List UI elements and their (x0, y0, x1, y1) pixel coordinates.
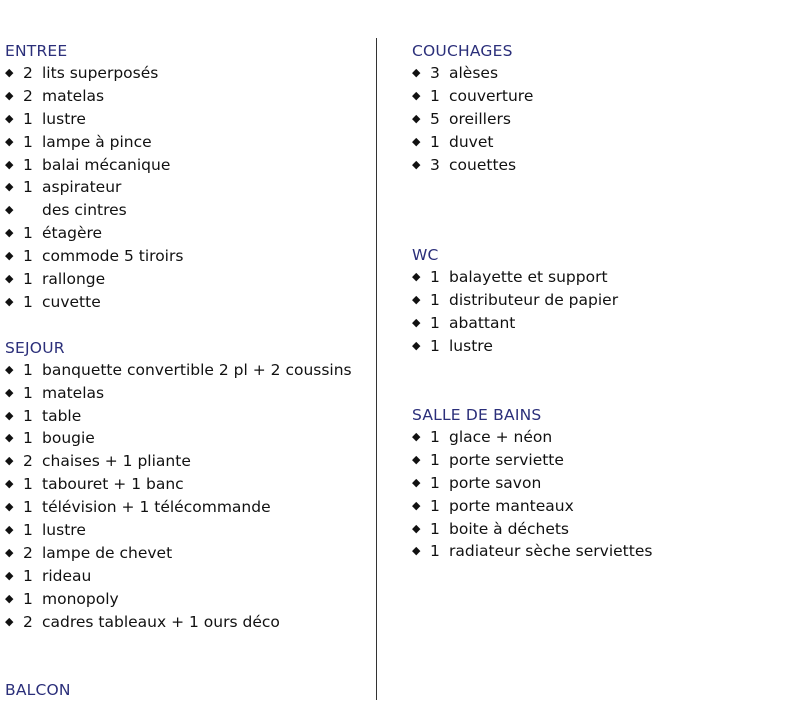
section-title-wc: WC (412, 246, 439, 265)
section-sejour (5, 337, 370, 634)
item-name: couettes (449, 155, 517, 174)
diamond-bullet-icon: ◆ (5, 134, 14, 148)
item-name: commode 5 tiroirs (42, 247, 184, 266)
diamond-bullet-icon: ◆ (412, 88, 421, 102)
item-name: banquette convertible 2 pl + 2 coussins (42, 360, 352, 379)
item-name: matelas (42, 86, 105, 105)
list-item (412, 312, 807, 335)
item-name: distributeur de papier (449, 291, 619, 310)
item-quantity: 1 (23, 292, 33, 311)
diamond-bullet-icon: ◆ (5, 523, 14, 537)
item-quantity: 1 (23, 224, 33, 243)
section-couchages (412, 40, 807, 176)
item-quantity: 1 (430, 496, 440, 515)
list-item (5, 473, 370, 496)
item-name: glace + néon (449, 428, 553, 447)
item-name: monopoly (42, 589, 119, 608)
list-item (5, 62, 370, 85)
item-name: bougie (42, 429, 95, 448)
diamond-bullet-icon: ◆ (5, 454, 14, 468)
item-quantity: 1 (430, 268, 440, 287)
list-item (412, 266, 807, 289)
item-name: lampe de chevet (42, 543, 173, 562)
item-quantity: 1 (23, 406, 33, 425)
diamond-bullet-icon: ◆ (412, 339, 421, 353)
item-quantity: 2 (23, 452, 33, 471)
list-item (5, 268, 370, 291)
item-quantity: 1 (23, 521, 33, 540)
item-name: chaises + 1 pliante (42, 452, 191, 471)
diamond-bullet-icon: ◆ (5, 294, 14, 308)
column-divider (376, 38, 377, 700)
item-list-sejour (5, 359, 370, 634)
item-name: boite à déchets (449, 519, 570, 538)
list-item (5, 199, 370, 222)
list-item (412, 108, 807, 131)
item-name: télévision + 1 télécommande (42, 498, 271, 517)
section-salle-de-bains (412, 404, 807, 563)
diamond-bullet-icon: ◆ (5, 226, 14, 240)
diamond-bullet-icon: ◆ (5, 568, 14, 582)
diamond-bullet-icon: ◆ (412, 452, 421, 466)
item-quantity: 1 (23, 109, 33, 128)
item-name: des cintres (42, 201, 127, 220)
item-name: étagère (42, 224, 103, 243)
item-name: lits superposés (42, 64, 159, 82)
list-item (5, 450, 370, 473)
item-quantity: 3 (430, 155, 440, 174)
list-item (5, 427, 370, 450)
item-quantity: 1 (430, 314, 440, 333)
diamond-bullet-icon: ◆ (412, 475, 421, 489)
diamond-bullet-icon: ◆ (5, 408, 14, 422)
list-item (412, 449, 807, 472)
item-quantity: 1 (430, 473, 440, 492)
item-quantity: 1 (23, 566, 33, 585)
item-name: alèses (449, 64, 499, 82)
diamond-bullet-icon: ◆ (412, 293, 421, 307)
item-name: lampe à pince (42, 132, 152, 151)
item-list-entree (5, 62, 370, 314)
list-item (5, 588, 370, 611)
list-item (5, 291, 370, 314)
diamond-bullet-icon: ◆ (412, 316, 421, 330)
diamond-bullet-icon: ◆ (5, 88, 14, 102)
list-item (5, 405, 370, 428)
list-item (412, 131, 807, 154)
diamond-bullet-icon: ◆ (5, 66, 14, 79)
item-name: porte manteaux (449, 496, 574, 515)
diamond-bullet-icon: ◆ (5, 157, 14, 171)
item-quantity: 2 (23, 86, 33, 105)
item-quantity: 1 (430, 291, 440, 310)
diamond-bullet-icon: ◆ (5, 614, 14, 628)
diamond-bullet-icon: ◆ (5, 203, 14, 217)
item-quantity: 1 (430, 132, 440, 151)
list-item (5, 542, 370, 565)
item-quantity: 1 (23, 429, 33, 448)
diamond-bullet-icon: ◆ (5, 249, 14, 263)
diamond-bullet-icon: ◆ (412, 134, 421, 148)
list-item (5, 496, 370, 519)
list-item (5, 519, 370, 542)
item-quantity: 1 (23, 155, 33, 174)
diamond-bullet-icon: ◆ (5, 385, 14, 399)
diamond-bullet-icon: ◆ (5, 431, 14, 445)
item-quantity: 2 (23, 612, 33, 631)
item-name: tabouret + 1 banc (42, 475, 184, 494)
item-quantity: 1 (23, 589, 33, 608)
list-item (412, 335, 807, 358)
list-item (5, 359, 370, 382)
item-name: matelas (42, 383, 105, 402)
section-title-sejour: SEJOUR (5, 338, 65, 357)
diamond-bullet-icon: ◆ (412, 157, 421, 171)
item-quantity: 5 (430, 109, 440, 128)
section-entree (5, 40, 370, 314)
diamond-bullet-icon: ◆ (5, 362, 14, 376)
diamond-bullet-icon: ◆ (412, 498, 421, 512)
item-quantity: 2 (23, 64, 33, 82)
list-item (5, 176, 370, 199)
item-name: rideau (42, 566, 92, 585)
diamond-bullet-icon: ◆ (412, 66, 421, 79)
item-name: porte serviette (449, 450, 564, 469)
item-list-couchages (412, 62, 807, 176)
diamond-bullet-icon: ◆ (5, 477, 14, 491)
item-name: rallonge (42, 270, 106, 289)
item-name: duvet (449, 132, 494, 151)
item-name: lustre (449, 337, 493, 356)
item-quantity: 1 (23, 498, 33, 517)
list-item (5, 611, 370, 634)
diamond-bullet-icon: ◆ (412, 111, 421, 125)
diamond-bullet-icon: ◆ (412, 270, 421, 284)
item-name: lustre (42, 109, 86, 128)
list-item (5, 222, 370, 245)
list-item (5, 154, 370, 177)
section-title-entree: ENTREE (5, 42, 68, 60)
item-quantity: 1 (430, 428, 440, 447)
section-wc (412, 244, 807, 358)
item-name: aspirateur (42, 178, 122, 197)
item-quantity: 1 (430, 450, 440, 469)
item-name: couverture (449, 86, 534, 105)
item-quantity: 1 (23, 270, 33, 289)
item-name: lustre (42, 521, 86, 540)
list-item (412, 85, 807, 108)
item-quantity: 2 (23, 543, 33, 562)
item-quantity: 1 (430, 542, 440, 561)
section-title-couchages: COUCHAGES (412, 42, 513, 60)
item-name: abattant (449, 314, 516, 333)
diamond-bullet-icon: ◆ (5, 545, 14, 559)
list-item (412, 472, 807, 495)
right-column (412, 40, 807, 563)
item-name: table (42, 406, 82, 425)
item-quantity: 1 (23, 132, 33, 151)
item-name: porte savon (449, 473, 542, 492)
item-quantity: 1 (23, 247, 33, 266)
diamond-bullet-icon: ◆ (412, 544, 421, 558)
item-quantity: 1 (430, 519, 440, 538)
item-name: balai mécanique (42, 155, 171, 174)
diamond-bullet-icon: ◆ (5, 180, 14, 194)
list-item (5, 245, 370, 268)
item-name: cuvette (42, 292, 101, 311)
item-name: oreillers (449, 109, 511, 128)
item-quantity: 3 (430, 64, 440, 82)
diamond-bullet-icon: ◆ (5, 591, 14, 605)
diamond-bullet-icon: ◆ (5, 500, 14, 514)
list-item (5, 131, 370, 154)
item-name: balayette et support (449, 268, 608, 287)
diamond-bullet-icon: ◆ (412, 521, 421, 535)
item-name: cadres tableaux + 1 ours déco (42, 612, 280, 631)
list-item (412, 495, 807, 518)
item-list-wc (412, 266, 807, 358)
item-quantity: 1 (23, 383, 33, 402)
diamond-bullet-icon: ◆ (5, 272, 14, 286)
item-quantity: 1 (430, 86, 440, 105)
list-item (412, 426, 807, 449)
list-item (412, 518, 807, 541)
list-item (412, 62, 807, 85)
list-item (412, 154, 807, 177)
section-balcon (5, 679, 370, 701)
diamond-bullet-icon: ◆ (5, 111, 14, 125)
item-quantity: 1 (23, 475, 33, 494)
item-quantity: 1 (23, 360, 33, 379)
item-quantity: 1 (430, 337, 440, 356)
item-name: radiateur sèche serviettes (449, 542, 653, 561)
list-item (5, 85, 370, 108)
list-item (5, 108, 370, 131)
left-column (5, 40, 370, 701)
list-item (412, 540, 807, 563)
list-item (5, 565, 370, 588)
item-quantity: 1 (23, 178, 33, 197)
diamond-bullet-icon: ◆ (412, 430, 421, 444)
list-item (5, 382, 370, 405)
item-list-salle-de-bains (412, 426, 807, 563)
list-item (412, 289, 807, 312)
section-title-salle-de-bains: SALLE DE BAINS (412, 406, 542, 425)
section-title-balcon: BALCON (5, 681, 71, 700)
